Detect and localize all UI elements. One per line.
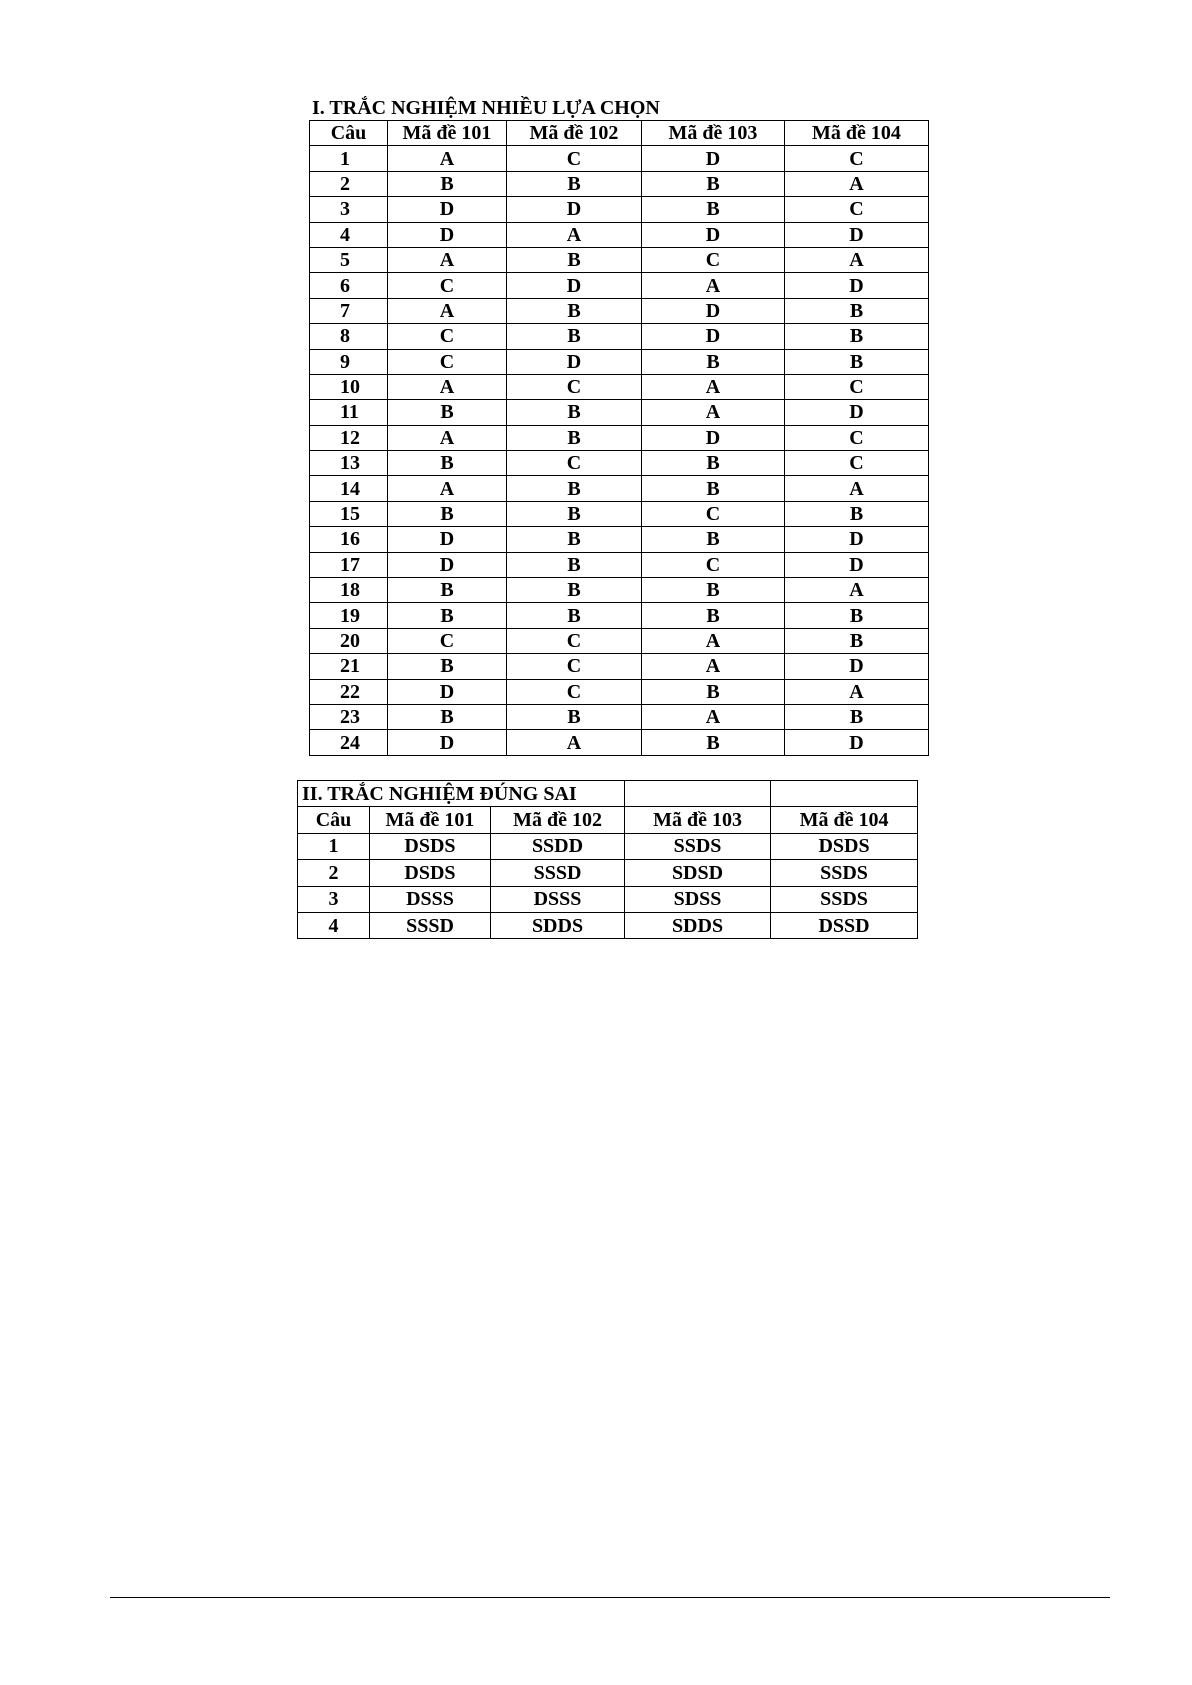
answer-cell: B bbox=[507, 476, 642, 501]
answer-cell: A bbox=[642, 273, 785, 298]
answer-cell: SSDS bbox=[771, 886, 918, 912]
answer-cell: SSDS bbox=[625, 833, 771, 859]
answer-cell: B bbox=[388, 603, 507, 628]
footer-divider bbox=[110, 1597, 1110, 1598]
answer-cell: A bbox=[388, 476, 507, 501]
answer-cell: D bbox=[642, 222, 785, 247]
answer-cell: A bbox=[642, 704, 785, 729]
question-number-cell: 1 bbox=[310, 146, 388, 171]
answer-cell: DSSD bbox=[771, 912, 918, 938]
answer-cell: C bbox=[785, 425, 929, 450]
table-row bbox=[310, 603, 929, 628]
question-number-cell: 4 bbox=[298, 912, 370, 938]
answer-cell: SDSD bbox=[625, 860, 771, 886]
answer-cell: A bbox=[507, 222, 642, 247]
tf-header-row bbox=[298, 807, 918, 833]
question-number-cell: 2 bbox=[298, 860, 370, 886]
answer-cell: D bbox=[388, 730, 507, 755]
tf-answer-table bbox=[297, 780, 918, 939]
column-header: Mã đề 101 bbox=[388, 121, 507, 146]
answer-cell: B bbox=[507, 603, 642, 628]
tf-title-empty-cell bbox=[771, 781, 918, 807]
answer-cell: SSDS bbox=[771, 860, 918, 886]
table-row bbox=[310, 654, 929, 679]
answer-cell: C bbox=[507, 451, 642, 476]
answer-cell: B bbox=[388, 654, 507, 679]
answer-cell: B bbox=[642, 197, 785, 222]
column-header: Mã đề 102 bbox=[491, 807, 625, 833]
question-number-cell: 13 bbox=[310, 451, 388, 476]
table-row bbox=[298, 860, 918, 886]
answer-cell: B bbox=[642, 679, 785, 704]
answer-cell: D bbox=[785, 654, 929, 679]
answer-cell: D bbox=[785, 273, 929, 298]
answer-cell: D bbox=[642, 324, 785, 349]
answer-cell: B bbox=[507, 578, 642, 603]
question-number-cell: 1 bbox=[298, 833, 370, 859]
answer-cell: A bbox=[388, 425, 507, 450]
answer-cell: B bbox=[388, 578, 507, 603]
answer-cell: SDDS bbox=[491, 912, 625, 938]
table-row bbox=[310, 146, 929, 171]
column-header: Mã đề 104 bbox=[771, 807, 918, 833]
answer-cell: C bbox=[388, 273, 507, 298]
answer-cell: A bbox=[642, 400, 785, 425]
answer-cell: B bbox=[642, 349, 785, 374]
answer-cell: DSSS bbox=[491, 886, 625, 912]
answer-cell: C bbox=[507, 146, 642, 171]
answer-cell: B bbox=[642, 451, 785, 476]
answer-cell: B bbox=[507, 552, 642, 577]
answer-cell: D bbox=[507, 197, 642, 222]
multiple-choice-section bbox=[309, 96, 928, 756]
answer-cell: C bbox=[642, 552, 785, 577]
answer-cell: B bbox=[507, 527, 642, 552]
answer-cell: DSDS bbox=[370, 833, 491, 859]
question-number-cell: 17 bbox=[310, 552, 388, 577]
answer-cell: A bbox=[642, 374, 785, 399]
tf-title-row bbox=[298, 781, 918, 807]
answer-cell: A bbox=[388, 146, 507, 171]
question-number-cell: 7 bbox=[310, 298, 388, 323]
table-row bbox=[298, 912, 918, 938]
true-false-section bbox=[297, 780, 917, 939]
answer-cell: B bbox=[785, 324, 929, 349]
answer-cell: D bbox=[785, 222, 929, 247]
answer-cell: D bbox=[785, 400, 929, 425]
question-number-cell: 18 bbox=[310, 578, 388, 603]
table-row bbox=[310, 324, 929, 349]
table-row bbox=[310, 628, 929, 653]
mc-table-body bbox=[310, 146, 929, 755]
answer-cell: A bbox=[785, 247, 929, 272]
answer-cell: B bbox=[388, 501, 507, 526]
answer-cell: B bbox=[785, 628, 929, 653]
question-number-cell: 6 bbox=[310, 273, 388, 298]
answer-cell: B bbox=[642, 171, 785, 196]
answer-cell: C bbox=[388, 628, 507, 653]
table-row bbox=[310, 704, 929, 729]
column-header: Câu bbox=[298, 807, 370, 833]
tf-table-body bbox=[298, 781, 918, 939]
answer-cell: A bbox=[507, 730, 642, 755]
table-row bbox=[310, 730, 929, 755]
answer-cell: A bbox=[785, 476, 929, 501]
answer-cell: C bbox=[785, 451, 929, 476]
answer-cell: B bbox=[507, 704, 642, 729]
answer-cell: D bbox=[785, 730, 929, 755]
answer-cell: DSDS bbox=[370, 860, 491, 886]
answer-cell: C bbox=[642, 501, 785, 526]
answer-cell: D bbox=[642, 425, 785, 450]
answer-cell: B bbox=[388, 171, 507, 196]
question-number-cell: 24 bbox=[310, 730, 388, 755]
answer-cell: SSDD bbox=[491, 833, 625, 859]
answer-cell: B bbox=[785, 501, 929, 526]
question-number-cell: 2 bbox=[310, 171, 388, 196]
answer-cell: C bbox=[507, 654, 642, 679]
answer-cell: B bbox=[642, 730, 785, 755]
answer-cell: D bbox=[642, 298, 785, 323]
table-row bbox=[298, 886, 918, 912]
table-row bbox=[310, 527, 929, 552]
mc-answer-table bbox=[309, 120, 929, 756]
answer-cell: SDSS bbox=[625, 886, 771, 912]
question-number-cell: 20 bbox=[310, 628, 388, 653]
answer-cell: A bbox=[642, 628, 785, 653]
question-number-cell: 19 bbox=[310, 603, 388, 628]
table-row bbox=[310, 501, 929, 526]
question-number-cell: 5 bbox=[310, 247, 388, 272]
answer-cell: B bbox=[507, 298, 642, 323]
column-header: Mã đề 103 bbox=[625, 807, 771, 833]
answer-cell: B bbox=[507, 501, 642, 526]
column-header: Mã đề 104 bbox=[785, 121, 929, 146]
table-row bbox=[298, 833, 918, 859]
answer-cell: SDDS bbox=[625, 912, 771, 938]
answer-cell: B bbox=[507, 247, 642, 272]
answer-cell: C bbox=[388, 349, 507, 374]
question-number-cell: 12 bbox=[310, 425, 388, 450]
answer-cell: D bbox=[388, 527, 507, 552]
question-number-cell: 3 bbox=[310, 197, 388, 222]
answer-cell: B bbox=[507, 425, 642, 450]
question-number-cell: 10 bbox=[310, 374, 388, 399]
mc-header-row bbox=[310, 121, 929, 146]
answer-cell: A bbox=[785, 171, 929, 196]
table-row bbox=[310, 425, 929, 450]
tf-title-empty-cell bbox=[625, 781, 771, 807]
answer-cell: D bbox=[388, 679, 507, 704]
answer-cell: C bbox=[507, 374, 642, 399]
answer-cell: A bbox=[388, 298, 507, 323]
answer-cell: A bbox=[388, 374, 507, 399]
table-row bbox=[310, 273, 929, 298]
column-header: Mã đề 102 bbox=[507, 121, 642, 146]
question-number-cell: 3 bbox=[298, 886, 370, 912]
question-number-cell: 23 bbox=[310, 704, 388, 729]
table-row bbox=[310, 374, 929, 399]
answer-cell: B bbox=[388, 451, 507, 476]
question-number-cell: 14 bbox=[310, 476, 388, 501]
answer-cell: B bbox=[785, 603, 929, 628]
answer-cell: D bbox=[785, 552, 929, 577]
answer-cell: A bbox=[642, 654, 785, 679]
table-row bbox=[310, 451, 929, 476]
question-number-cell: 8 bbox=[310, 324, 388, 349]
table-row bbox=[310, 222, 929, 247]
tf-section-title: II. TRẮC NGHIỆM ĐÚNG SAI bbox=[298, 781, 625, 807]
answer-cell: B bbox=[507, 171, 642, 196]
table-row bbox=[310, 298, 929, 323]
question-number-cell: 22 bbox=[310, 679, 388, 704]
column-header: Câu bbox=[310, 121, 388, 146]
answer-cell: B bbox=[388, 704, 507, 729]
table-row bbox=[310, 476, 929, 501]
answer-cell: C bbox=[642, 247, 785, 272]
question-number-cell: 11 bbox=[310, 400, 388, 425]
answer-cell: C bbox=[507, 628, 642, 653]
answer-cell: B bbox=[507, 400, 642, 425]
answer-cell: DSDS bbox=[771, 833, 918, 859]
column-header: Mã đề 103 bbox=[642, 121, 785, 146]
answer-cell: SSSD bbox=[370, 912, 491, 938]
answer-cell: B bbox=[785, 704, 929, 729]
column-header: Mã đề 101 bbox=[370, 807, 491, 833]
answer-cell: SSSD bbox=[491, 860, 625, 886]
mc-section-title: I. TRẮC NGHIỆM NHIỀU LỰA CHỌN bbox=[312, 97, 660, 119]
table-row bbox=[310, 400, 929, 425]
answer-cell: B bbox=[507, 324, 642, 349]
question-number-cell: 15 bbox=[310, 501, 388, 526]
answer-cell: D bbox=[388, 197, 507, 222]
answer-cell: B bbox=[642, 603, 785, 628]
answer-cell: A bbox=[785, 578, 929, 603]
answer-cell: D bbox=[507, 349, 642, 374]
table-row bbox=[310, 197, 929, 222]
answer-cell: D bbox=[507, 273, 642, 298]
answer-cell: D bbox=[388, 552, 507, 577]
question-number-cell: 16 bbox=[310, 527, 388, 552]
answer-cell: C bbox=[388, 324, 507, 349]
table-row bbox=[310, 171, 929, 196]
table-row bbox=[310, 552, 929, 577]
answer-cell: DSSS bbox=[370, 886, 491, 912]
table-row bbox=[310, 349, 929, 374]
answer-cell: B bbox=[642, 578, 785, 603]
answer-cell: B bbox=[388, 400, 507, 425]
table-row bbox=[310, 578, 929, 603]
answer-cell: C bbox=[507, 679, 642, 704]
answer-cell: D bbox=[388, 222, 507, 247]
answer-cell: C bbox=[785, 146, 929, 171]
answer-cell: B bbox=[785, 298, 929, 323]
table-row bbox=[310, 247, 929, 272]
answer-cell: C bbox=[785, 374, 929, 399]
answer-cell: D bbox=[642, 146, 785, 171]
answer-cell: A bbox=[388, 247, 507, 272]
answer-cell: B bbox=[642, 476, 785, 501]
question-number-cell: 4 bbox=[310, 222, 388, 247]
answer-cell: B bbox=[785, 349, 929, 374]
answer-cell: C bbox=[785, 197, 929, 222]
question-number-cell: 21 bbox=[310, 654, 388, 679]
answer-cell: A bbox=[785, 679, 929, 704]
answer-cell: B bbox=[642, 527, 785, 552]
question-number-cell: 9 bbox=[310, 349, 388, 374]
answer-cell: D bbox=[785, 527, 929, 552]
table-row bbox=[310, 679, 929, 704]
